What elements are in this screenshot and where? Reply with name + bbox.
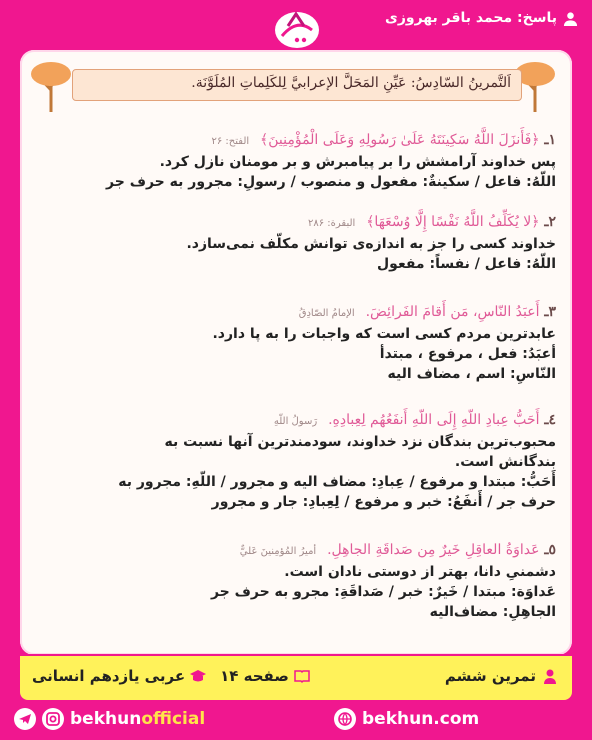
item-number: ۳ـ [544, 304, 556, 320]
item-translation: عابدترین مردم کسی است که واجبات را به پا دارد. [212, 326, 556, 342]
item-number: ٥ـ [544, 542, 556, 558]
item-quote-line [34, 302, 556, 324]
item-quote-line [34, 212, 556, 234]
exercise-name: تمرین ششم [444, 667, 536, 685]
website-text: bekhun.com [362, 709, 480, 729]
social-handle[interactable] [14, 708, 205, 730]
item-quote: عَداوَةُ العاقِلِ خَيرٌ مِن صَداقَةِ الجاهِلِ. [327, 542, 540, 558]
item-translation: پس خداوند آرامشش را بر پیامبرش و بر مومنان نازل کرد. [159, 154, 556, 170]
item-analysis: أعبَدُ: فعل ، مرفوع ، مبتدأ [379, 346, 556, 362]
item-reference: أميرُ المُؤمِنينَ عَليٌّ [239, 546, 317, 557]
item-quote: أَعبَدُ النّاسِ، مَن أَقامَ الفَرائِضَ. [365, 304, 540, 320]
item-number: ٤ـ [544, 412, 556, 428]
instagram-icon[interactable] [42, 708, 64, 730]
telegram-icon[interactable] [14, 708, 36, 730]
page-number: صفحه ۱۴ [220, 667, 289, 685]
exercise-card [20, 50, 572, 655]
item-analysis: اللّهُ: فاعل / سکینةٌ: مفعول و منصوب / رسولِ: مجرور به حرف جر [106, 174, 556, 190]
item-analysis: عَداوَة: مبتدا / خَيرٌ: خبر / صَداقَةِ: مجرو به حرف جر [210, 584, 556, 600]
open-book-icon [294, 668, 310, 684]
bekhun-logo [268, 4, 326, 52]
item-reference: الفتح: ۲۶ [211, 136, 250, 147]
exercise-label [445, 667, 558, 685]
user-icon [563, 11, 578, 26]
author-name: پاسخ: محمد باقر بهروزی [384, 10, 557, 26]
book-info [32, 667, 206, 685]
item-analysis: اللّهُ: فاعل / نفساً: مفعول [377, 256, 556, 272]
page-info [220, 667, 310, 685]
item-number: ۱ـ [544, 132, 556, 148]
exercise-item-5 [34, 540, 556, 622]
item-number: ۲ـ [544, 214, 556, 230]
item-quote: أَحَبُّ عِبادِ اللّهِ إِلَى اللّهِ أَنفَعُهُم لِعِبادِهِ. [328, 412, 540, 428]
item-analysis: حرف جر / أَنفَعُ: خبر و مرفوع / لِعِبادِ: جار و مجرور [211, 494, 556, 510]
lesson-info-bar [20, 654, 572, 700]
item-translation: دشمنیِ دانا، بهتر از دوستی نادان است. [284, 564, 556, 580]
social-handle-text: bekhunofficial [70, 709, 206, 729]
item-reference: الإمامُ الصّادِقُ [298, 308, 355, 319]
globe-icon [334, 708, 356, 730]
exercise-item-1 [34, 130, 556, 192]
book-name: عربی یازدهم انسانی [32, 667, 186, 685]
item-reference: البقرة: ۲۸۶ [308, 218, 356, 229]
item-quote-line [34, 410, 556, 432]
item-analysis: النّاسِ: اسم ، مضاف الیه [387, 366, 556, 382]
exercise-item-4 [34, 410, 556, 512]
item-translation: خداوند کسی را جز به اندازه‌ی توانش مکلّف نمی‌سازد. [186, 236, 556, 252]
item-quote-line [34, 540, 556, 562]
exercise-title-bar [72, 69, 522, 101]
author-credit [385, 10, 578, 26]
exercise-item-3 [34, 302, 556, 384]
item-analysis: أَحَبُّ: مبتدا و مرفوع / عِبادِ: مضاف الیه و مجرور / اللّهِ: مجرور به [118, 474, 556, 490]
item-analysis: الجاهِلِ: مضاف‌الیه [429, 604, 556, 620]
item-reference: رَسولُ اللّهِ [273, 416, 318, 427]
item-translation: بندگانش است. [454, 454, 556, 470]
website-link[interactable] [334, 708, 479, 730]
exercise-title: اَلتَّمرينُ السّادِسُ: عَيِّنِ المَحَلَّ الإعرابيَّ لِلكَلِماتِ المُلَوَّنَة. [191, 75, 511, 91]
book-page-info [32, 667, 310, 685]
exercise-item-2 [34, 212, 556, 274]
item-quote: ﴿فَأَنزَلَ اللَّهُ سَكِينَتَهُ عَلَىٰ رَسُولِهِ وَعَلَى الْمُؤْمِنِينَ﴾ [260, 132, 540, 148]
footer [0, 702, 592, 740]
student-icon [542, 668, 558, 684]
tree-decoration-icon [26, 56, 76, 112]
item-translation: محبوب‌ترین بندگان نزد خداوند، سودمندترین آنها نسبت به [164, 434, 556, 450]
item-quote-line [34, 130, 556, 152]
top-bar [0, 0, 592, 40]
graduation-cap-icon [190, 668, 206, 684]
item-quote: ﴿لا يُكَلِّفُ اللَّهُ نَفْسًا إِلَّا وُسْعَهَا﴾ [366, 214, 540, 230]
